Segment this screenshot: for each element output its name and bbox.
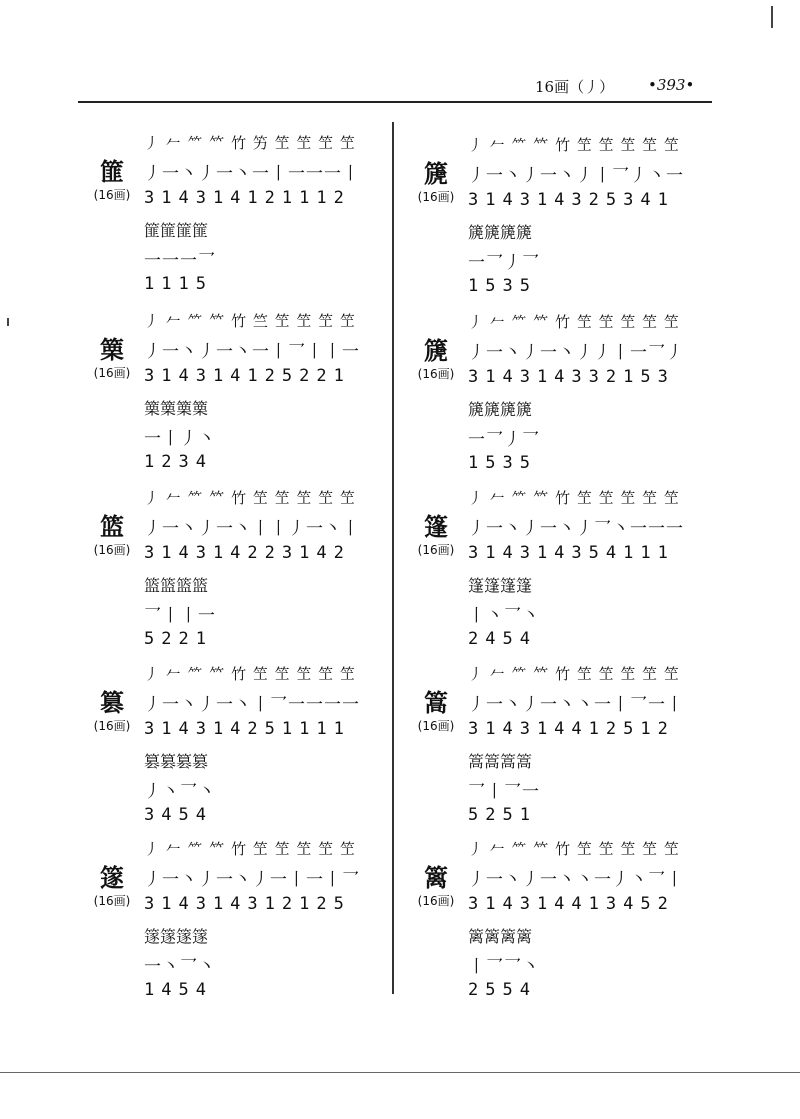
footer-rule — [0, 1072, 800, 1073]
stroke-codes-cont: 1535 — [468, 453, 537, 473]
stroke-progression: 丿 𠂉 ⺮ 𥫗 竹 竺 笁 笁 笁 笁 — [144, 312, 356, 330]
entry-character: 篱 — [424, 863, 448, 892]
stroke-codes-cont: 2554 — [468, 980, 537, 1000]
page-header — [80, 76, 710, 96]
entry-character: 篙 — [424, 688, 448, 717]
entry-character: 篷 — [424, 512, 448, 541]
stroke-codes-cont: 1234 — [144, 452, 213, 472]
stroke-progression-cont: 篱篱篱篱 — [468, 927, 533, 946]
stroke-progression: 丿 𠂉 ⺮ 𥫗 竹 笁 笁 笁 笁 笁 — [144, 489, 356, 507]
entry-character: 篥 — [100, 335, 124, 364]
char-entry — [408, 311, 738, 481]
stroke-progression: 丿 𠂉 ⺮ 𥫗 竹 笁 笁 笁 笁 笁 — [468, 840, 680, 858]
stroke-sequence-cont: 一丨丿丶 — [144, 429, 216, 449]
char-entry — [84, 132, 414, 302]
stroke-progression: 丿 𠂉 ⺮ 𥫗 竹 笁 笁 笁 笁 笁 — [144, 665, 356, 683]
char-entry — [84, 838, 414, 1008]
stroke-codes: 314314332153 — [468, 367, 675, 387]
stroke-sequence: 丿一丶丿一丶丿丨乛丿丶一 — [468, 166, 684, 186]
stroke-codes-cont: 1454 — [144, 980, 213, 1000]
scan-mark — [771, 6, 773, 28]
stroke-codes: 314314125221 — [144, 366, 351, 386]
char-entry — [408, 134, 738, 304]
stroke-count-label: (16画) — [417, 543, 455, 557]
stroke-sequence-cont: 一乛丿乛 — [468, 430, 540, 450]
stroke-codes-cont: 5251 — [468, 805, 537, 825]
stroke-codes: 314314223142 — [144, 543, 351, 563]
stroke-count-label: (16画) — [93, 719, 131, 733]
stroke-sequence: 丿一丶丿一丶一丨乛丨丨一 — [144, 342, 360, 362]
entry-character: 篪 — [424, 159, 448, 188]
stroke-count-label: (16画) — [417, 894, 455, 908]
stroke-sequence-cont: 一乛丿乛 — [468, 253, 540, 273]
stroke-codes: 314314412512 — [468, 719, 675, 739]
stroke-sequence-cont: 一丶乛丶 — [144, 957, 216, 977]
stroke-progression-cont: 篪篪篪篪 — [468, 400, 533, 419]
stroke-codes: 314314325341 — [468, 190, 675, 210]
stroke-sequence: 丿一丶丿一丶丿乛丶一一一 — [468, 519, 684, 539]
char-entry — [84, 487, 414, 657]
stroke-progression-cont: 篪篪篪篪 — [468, 223, 533, 242]
stroke-sequence: 丿一丶丿一丶丿丿丨一乛丿 — [468, 343, 684, 363]
stroke-sequence-cont: 丨丶乛丶 — [468, 606, 540, 626]
stroke-progression: 丿 𠂉 ⺮ 𥫗 竹 笁 笁 笁 笁 笁 — [468, 136, 680, 154]
stroke-sequence-cont: 丿丶乛丶 — [144, 782, 216, 802]
stroke-progression-cont: 篮篮篮篮 — [144, 576, 209, 595]
entry-character: 篮 — [100, 512, 124, 541]
stroke-codes-cont: 3454 — [144, 805, 213, 825]
stroke-sequence-cont: 丨乛乛丶 — [468, 957, 540, 977]
entry-character: 篚 — [100, 157, 124, 186]
stroke-codes: 314314251111 — [144, 719, 351, 739]
stroke-sequence: 丿一丶丿一丶丨丨丿一丶丨 — [144, 519, 360, 539]
stroke-progression: 丿 𠂉 ⺮ 𥫗 竹 笁 笁 笁 笁 笁 — [144, 840, 356, 858]
entry-character: 篡 — [100, 688, 124, 717]
stroke-count-label: (16画) — [417, 190, 455, 204]
char-entry — [408, 487, 738, 657]
stroke-sequence: 丿一丶丿一丶丿一丨一丨乛 — [144, 870, 360, 890]
stroke-progression: 丿 𠂉 ⺮ 𥫗 竹 竻 笁 笁 笁 笁 — [144, 134, 356, 152]
stroke-progression-cont: 篷篷篷篷 — [468, 576, 533, 595]
stroke-progression: 丿 𠂉 ⺮ 𥫗 竹 笁 笁 笁 笁 笁 — [468, 665, 680, 683]
stroke-progression-cont: 篙篙篙篙 — [468, 752, 533, 771]
stroke-count-label: (16画) — [93, 543, 131, 557]
char-entry — [408, 838, 738, 1008]
stroke-progression-cont: 篡篡篡篡 — [144, 752, 209, 771]
header-rule — [78, 101, 712, 103]
stroke-progression-cont: 篥篥篥篥 — [144, 399, 209, 418]
entry-character: 篴 — [100, 863, 124, 892]
stroke-count-label: (16画) — [93, 366, 131, 380]
stroke-codes-cont: 1535 — [468, 276, 537, 296]
stroke-sequence-cont: 一一一乛 — [144, 251, 216, 271]
stroke-count-label: (16画) — [93, 894, 131, 908]
stroke-sequence-cont: 乛丨乛一 — [468, 782, 540, 802]
stroke-progression: 丿 𠂉 ⺮ 𥫗 竹 笁 笁 笁 笁 笁 — [468, 313, 680, 331]
stroke-sequence-cont: 乛丨丨一 — [144, 606, 216, 626]
section-title: 16画（丿） — [535, 78, 615, 96]
stroke-codes: 314314354111 — [468, 543, 675, 563]
char-entry — [84, 663, 414, 833]
stroke-codes-cont: 1115 — [144, 274, 213, 294]
stroke-codes: 314314121112 — [144, 188, 351, 208]
stroke-progression: 丿 𠂉 ⺮ 𥫗 竹 笁 笁 笁 笁 笁 — [468, 489, 680, 507]
stroke-count-label: (16画) — [417, 367, 455, 381]
stroke-sequence: 丿一丶丿一丶丶一丿丶乛丨 — [468, 870, 684, 890]
char-entry — [408, 663, 738, 833]
stroke-sequence: 丿一丶丿一丶一丨一一一丨 — [144, 164, 360, 184]
stroke-sequence: 丿一丶丿一丶丨乛一一一一 — [144, 695, 360, 715]
scan-mark — [7, 318, 9, 326]
stroke-codes: 314314312125 — [144, 894, 351, 914]
stroke-codes-cont: 2454 — [468, 629, 537, 649]
stroke-progression-cont: 篴篴篴篴 — [144, 927, 209, 946]
stroke-codes: 314314413452 — [468, 894, 675, 914]
page-number: •393• — [648, 76, 695, 94]
stroke-count-label: (16画) — [93, 188, 131, 202]
stroke-sequence: 丿一丶丿一丶丶一丨乛一丨 — [468, 695, 684, 715]
stroke-count-label: (16画) — [417, 719, 455, 733]
entry-character: 篪 — [424, 336, 448, 365]
char-entry — [84, 310, 414, 480]
stroke-progression-cont: 篚篚篚篚 — [144, 221, 209, 240]
stroke-codes-cont: 5221 — [144, 629, 213, 649]
